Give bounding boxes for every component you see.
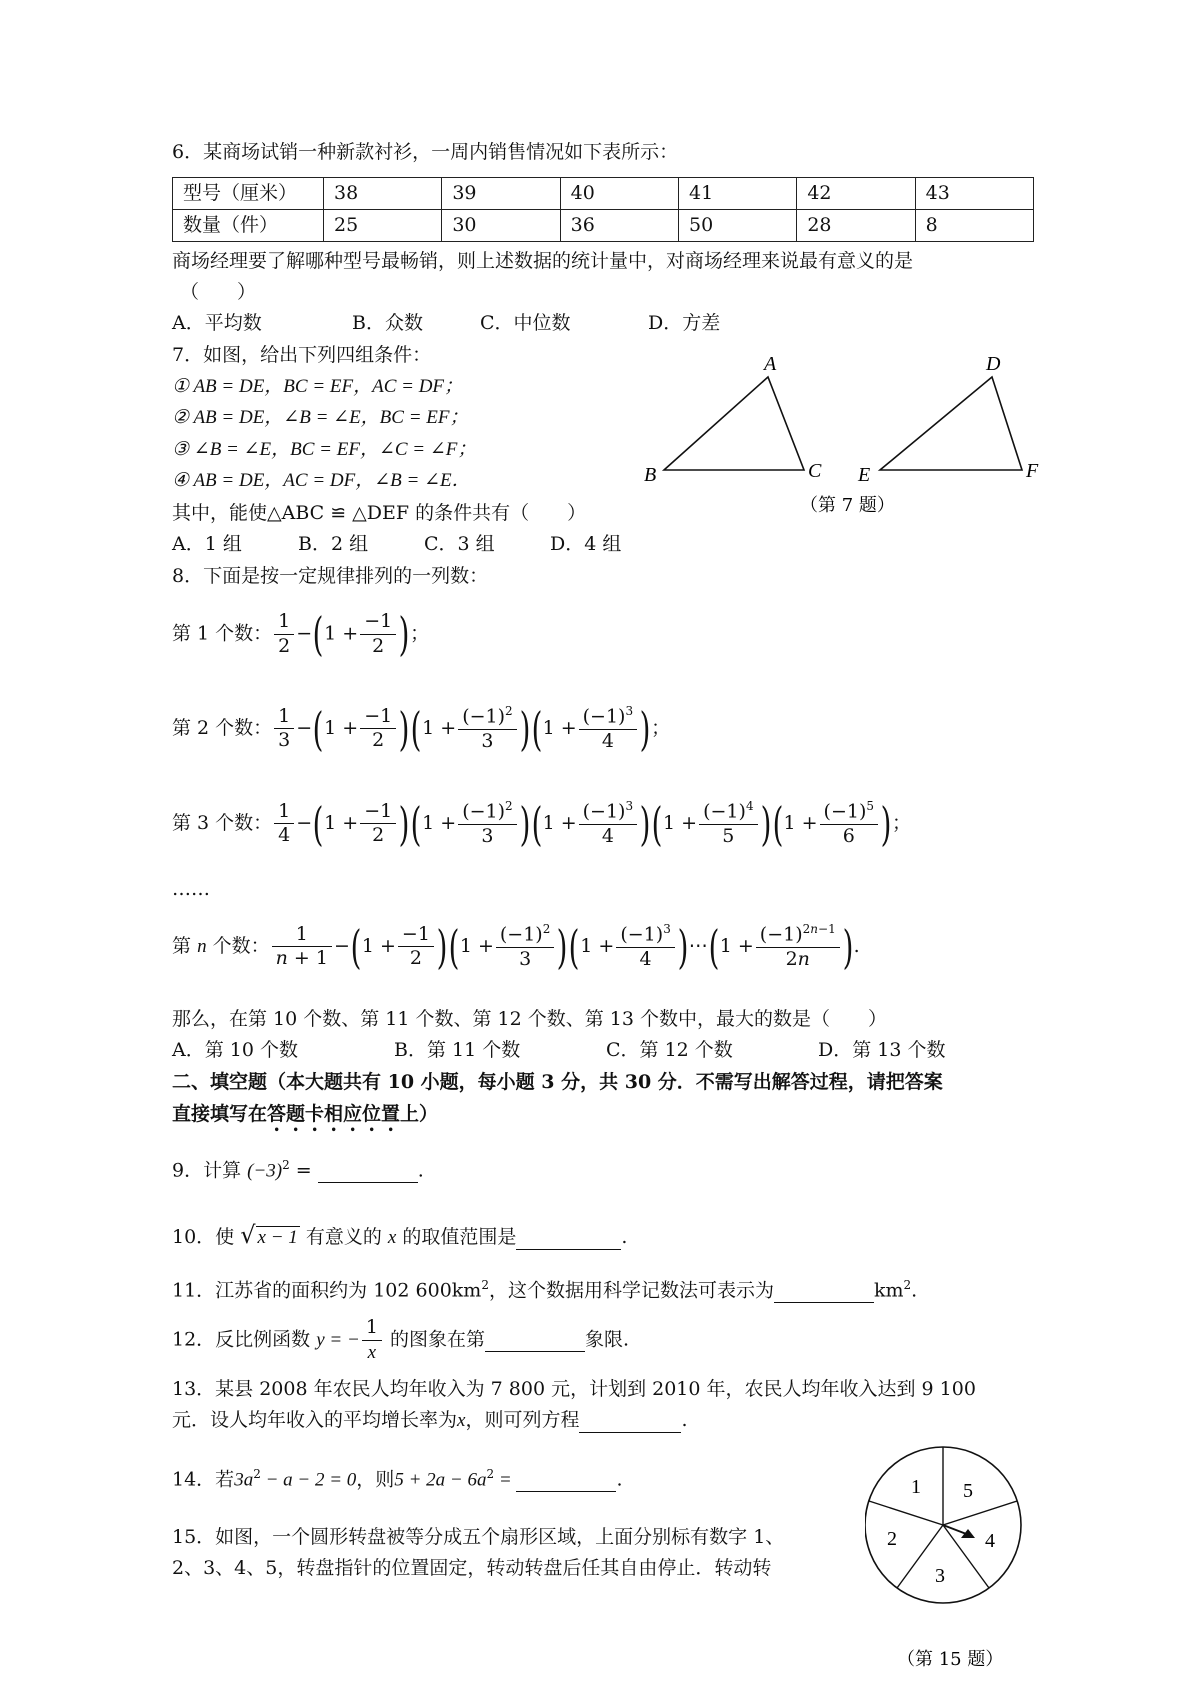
q10 (172, 1221, 627, 1250)
q7-option-b: B．2 组 (298, 533, 369, 555)
q8-option-b: B．第 11 个数 (394, 1039, 521, 1061)
q14-eq2-sup: 2 (486, 1467, 495, 1481)
q8-option-a: A．第 10 个数 (172, 1039, 298, 1061)
q8-line-3-label: 第 3 个数： (172, 811, 273, 834)
table-cell: 8 (915, 210, 1033, 242)
answer-blank[interactable] (579, 1409, 681, 1433)
q10-label: 10．使 (172, 1226, 235, 1248)
fraction: $\frac{(-1)^2}{3}$ (458, 704, 516, 754)
sector-label-2: 2 (887, 1528, 897, 1550)
section-2-heading-line-1: 二、填空题（本大题共有 10 小题，每小题 3 分，共 30 分．不需写出解答过程，请把答案 (172, 1071, 943, 1093)
q14-eq2-a: 5 + 2a − 6a (394, 1469, 487, 1491)
sector-divider (869, 1501, 943, 1525)
fraction: $\frac{1}{3}$ (274, 705, 294, 754)
q7-question: 其中，能使△ABC ≌ △DEF 的条件共有（ ） (172, 502, 587, 524)
q13-pre: 元．设人均年收入的平均增长率为 (172, 1409, 458, 1431)
q14-eq1-a: 3a (234, 1469, 254, 1491)
q8-question: 那么，在第 10 个数、第 11 个数、第 12 个数、第 13 个数中，最大的数是（ ） (172, 1008, 888, 1030)
table-row-label: 型号（厘米） (173, 178, 324, 210)
q13-var: x (457, 1410, 466, 1431)
q12-den: x (367, 1341, 377, 1363)
fraction: $\frac{(-1)^4}{5}$ (699, 799, 757, 849)
label-d: D (986, 355, 1001, 375)
section-2-heading-post: 上） (400, 1103, 439, 1125)
sector-label-3: 3 (935, 1565, 945, 1587)
label-a: A (764, 355, 777, 375)
q15-figure-caption: （第 15 题） (897, 1649, 1004, 1670)
q12-pre: 12．反比例函数 (172, 1328, 311, 1351)
sales-table (172, 177, 1034, 242)
q13-line-1: 13．某县 2008 年农民人均年收入为 7 800 元，计划到 2010 年，农民人均年收入达到 9 100 (172, 1378, 976, 1400)
q14 (172, 1467, 622, 1492)
q11-end: . (911, 1279, 918, 1302)
q9-eq: = (289, 1159, 318, 1182)
q12-lhs: y = − (316, 1329, 360, 1351)
q7-option-d: D．4 组 (550, 533, 622, 555)
q12 (172, 1316, 629, 1365)
q7-condition-4: ④ AB = DE，AC = DF，∠B = ∠E． (172, 470, 471, 491)
q14-mid: ，则 (356, 1468, 395, 1491)
q10-mid: 有意义的 (305, 1226, 382, 1248)
q8-line-n-label-post: 个数： (212, 934, 270, 957)
q13-post: ，则可列方程 (465, 1409, 580, 1431)
sector-label-1: 1 (911, 1476, 921, 1498)
answer-blank[interactable] (318, 1159, 418, 1183)
q6-paren: （ ） (180, 281, 257, 303)
table-cell: 39 (442, 178, 560, 210)
section-2-heading-emphasis: 答题卡相应位置 (267, 1103, 401, 1125)
q6-option-d: D．方差 (648, 312, 721, 334)
q7-condition-3: ③ ∠B = ∠E，BC = EF，∠C = ∠F； (172, 439, 477, 460)
q15-line-1: 15．如图，一个圆形转盘被等分成五个扇形区域，上面分别标有数字 1、 (172, 1526, 785, 1548)
label-f: F (1026, 460, 1039, 482)
q7-stem: 7．如图，给出下列四组条件： (172, 344, 432, 366)
fraction: $\frac{-1}{2}$ (398, 923, 434, 972)
q11-pre: 11．江苏省的面积约为 102 600km (172, 1279, 482, 1302)
sector-divider (943, 1501, 1017, 1525)
table-cell: 42 (797, 178, 915, 210)
q7-condition-2: ② AB = DE，∠B = ∠E，BC = EF； (172, 407, 469, 428)
q11 (172, 1278, 917, 1303)
q7-option-c: C．3 组 (424, 533, 495, 555)
table-cell: 25 (324, 210, 442, 242)
fraction: $\frac{(-1)^5}{6}$ (820, 799, 878, 849)
triangle-abc (664, 377, 804, 470)
q8-option-d: D．第 13 个数 (818, 1039, 946, 1061)
q8-option-c: C．第 12 个数 (606, 1039, 733, 1061)
q14-eq1-sup: 2 (253, 1467, 261, 1481)
q14-eq2-b: = (494, 1469, 517, 1491)
q11-unit: km (873, 1279, 904, 1302)
q9-expr: (−3) (247, 1160, 283, 1182)
q6-option-a: A．平均数 (172, 312, 262, 334)
sector-label-5: 5 (963, 1480, 973, 1502)
q8-stem: 8．下面是按一定规律排列的一列数： (172, 565, 489, 587)
q9-label: 9．计算 (172, 1159, 242, 1182)
sqrt-icon: √ (240, 1221, 256, 1249)
q6-stem: 6．某商场试销一种新款衬衫，一周内销售情况如下表所示： (172, 141, 679, 163)
q8-line-n-var: n (197, 935, 207, 957)
q12-num: 1 (362, 1316, 382, 1341)
fraction: $\frac{1}{4}$ (274, 800, 294, 849)
table-cell: 30 (442, 210, 560, 242)
q8-line-n: 第 n 个数： $\frac{1}{n + 1}$ −(1 + $\frac{-1}{2}$ )(1 + $\frac{(-1)^2}{3}$ )(1 + $\frac{(-1)^3}{4}$ )⋯(1 + $\frac{(-1)^{2n-1}}{2n}$ ). (172, 919, 860, 974)
q10-var: x (387, 1227, 397, 1248)
spinner-figure (865, 1425, 1055, 1685)
table-row-label: 数量（件） (173, 210, 324, 242)
q11-sup: 2 (481, 1278, 489, 1292)
table-cell: 36 (560, 210, 678, 242)
fraction: $\frac{(-1)^2}{3}$ (496, 922, 554, 972)
q14-eq1-b: − a − 2 = 0 (260, 1469, 357, 1491)
q10-radicand: x − 1 (257, 1227, 298, 1248)
fraction: $\frac{(-1)^3}{4}$ (579, 704, 637, 754)
fraction: $\frac{-1}{2}$ (360, 705, 396, 754)
q6-option-c: C．中位数 (480, 312, 571, 334)
answer-blank[interactable] (516, 1226, 621, 1250)
q9-exp: 2 (282, 1158, 290, 1172)
table-cell: 38 (324, 178, 442, 210)
q7-option-a: A．1 组 (172, 533, 242, 555)
q13-line-2 (172, 1409, 688, 1433)
q12-post: 的图象在第 (389, 1328, 485, 1351)
q14-pre: 14．若 (172, 1468, 235, 1491)
fraction: $\frac{(-1)^2}{3}$ (458, 799, 516, 849)
fraction: $\frac{-1}{2}$ (360, 610, 396, 659)
q11-post: ，这个数据用科学记数法可表示为 (488, 1279, 774, 1302)
q10-end: . (621, 1226, 628, 1248)
table-cell: 28 (797, 210, 915, 242)
fraction: $\frac{1}{n + 1}$ (272, 923, 332, 972)
fraction: $\frac{-1}{2}$ (360, 800, 396, 849)
q8-line-3: 第 3 个数： $\frac{1}{4}$ −(1 + $\frac{-1}{2}$ )(1 + $\frac{(-1)^2}{3}$ )(1 + $\frac{(-1)^3}{4}$ )(1 + $\frac{(-1)^4}{5}$ )(1 + $\frac{(-1)^5}{6}$ )； (172, 796, 911, 851)
answer-blank[interactable] (516, 1468, 616, 1492)
q8-line-2: 第 2 个数： $\frac{1}{3}$ −(1 + $\frac{-1}{2}$ )(1 + $\frac{(-1)^2}{3}$ )(1 + $\frac{(-1)^3}{4}$ )； (172, 701, 671, 756)
fraction (362, 1316, 382, 1365)
triangle-def (880, 377, 1022, 470)
q8-ellipsis: …… (172, 878, 210, 900)
sector-label-4: 4 (985, 1530, 995, 1552)
table-row (173, 178, 1034, 210)
q14-end: . (616, 1468, 623, 1491)
section-2-heading-line-2 (172, 1103, 438, 1136)
section-2-heading-pre: 直接填写在 (172, 1103, 268, 1125)
table-row (173, 210, 1034, 242)
q8-line-1-label: 第 1 个数： (172, 622, 273, 645)
q7-triangles-figure (630, 355, 1050, 520)
fraction: $\frac{(-1)^3}{4}$ (579, 799, 637, 849)
table-cell: 41 (678, 178, 796, 210)
fraction: $\frac{(-1)^3}{4}$ (616, 922, 674, 972)
fraction: $\frac{(-1)^{2n-1}}{2n}$ (756, 922, 840, 972)
q8-line-2-label: 第 2 个数： (172, 716, 273, 739)
label-e: E (858, 464, 871, 486)
q6-question: 商场经理要了解哪种型号最畅销，则上述数据的统计量中，对商场经理来说最有意义的是 (172, 250, 914, 272)
q8-line-n-label: 第 (172, 934, 192, 957)
q9 (172, 1158, 424, 1183)
q15-line-2: 2、3、4、5，转盘指针的位置固定，转动转盘后任其自由停止．转动转 (172, 1557, 772, 1579)
q13-end: . (681, 1409, 688, 1431)
q7-condition-1: ① AB = DE，BC = EF，AC = DF； (172, 376, 464, 397)
table-cell: 50 (678, 210, 796, 242)
q6-option-b: B．众数 (352, 312, 423, 334)
q7-figure-caption: （第 7 题） (800, 495, 895, 516)
q10-post: 的取值范围是 (402, 1226, 517, 1248)
q12-end: 象限. (584, 1328, 630, 1351)
label-b: B (644, 464, 657, 486)
label-c: C (808, 460, 822, 482)
q11-unit-sup: 2 (903, 1278, 912, 1292)
fraction: $\frac{1}{2}$ (274, 610, 294, 659)
answer-blank[interactable] (485, 1328, 585, 1352)
answer-blank[interactable] (774, 1279, 874, 1303)
table-cell: 40 (560, 178, 678, 210)
table-cell: 43 (915, 178, 1033, 210)
q9-end: . (417, 1159, 424, 1182)
q8-line-1: 第 1 个数： $\frac{1}{2}$ −(1 + $\frac{-1}{2}$ )； (172, 607, 430, 662)
